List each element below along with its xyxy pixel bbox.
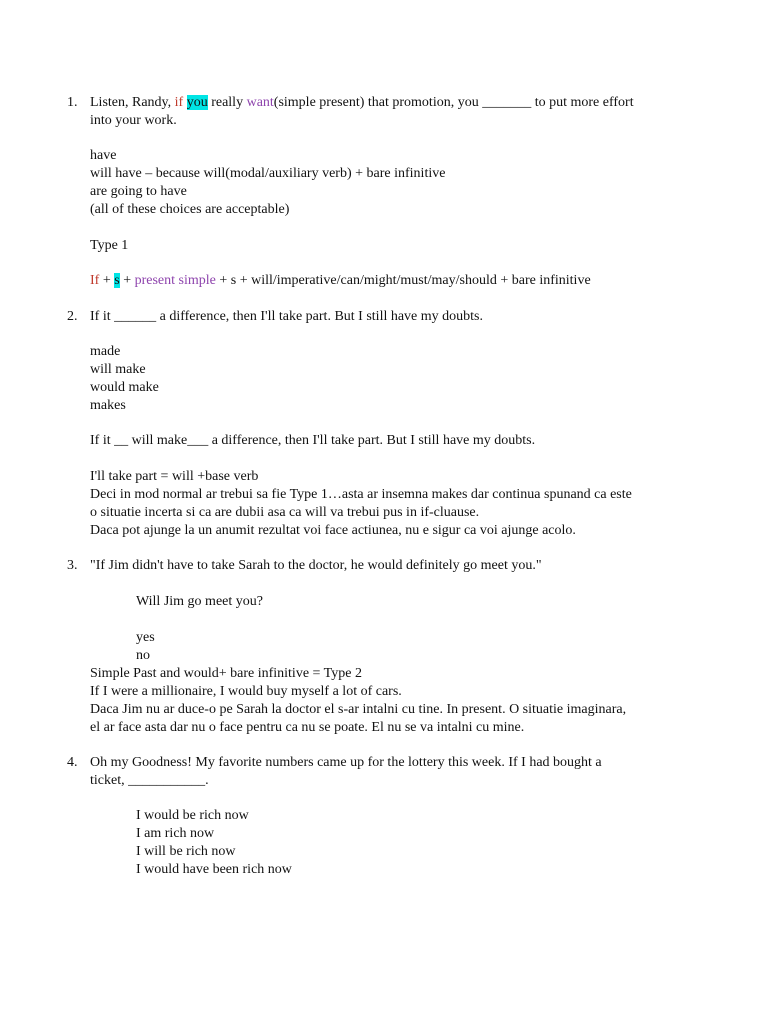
q1-option: (all of these choices are acceptable) [90, 202, 290, 217]
q3-note: If I were a millionaire, I would buy myself a lot of cars. [90, 684, 402, 699]
q1-option: are going to have [90, 184, 187, 199]
q3-option: yes [136, 630, 155, 645]
formula-plus: + [99, 273, 115, 288]
q4-option: I would have been rich now [136, 862, 292, 877]
q3-note: el ar face asta dar nu o face pentru ca nu se poate. El nu se va intalni cu mine. [90, 720, 525, 735]
q4-option: I am rich now [136, 826, 215, 841]
q3-question: Will Jim go meet you? [136, 594, 263, 609]
q3-note: Daca Jim nu ar duce-o pe Sarah la doctor el s-ar intalni cu tine. In present. O situatie imaginara, [90, 702, 627, 717]
q2-answer-line: If it __ will make___ a difference, then I'll take part. But I still have my doubts. [90, 433, 536, 448]
q1-type-label: Type 1 [90, 238, 129, 253]
q2-text: If it ______ a difference, then I'll take part. But I still have my doubts. [90, 309, 483, 324]
q3-option: no [136, 648, 150, 663]
q1-option: have [90, 148, 117, 163]
q2-option: made [90, 344, 121, 359]
formula-s-highlight: s [114, 273, 120, 288]
q3-number: 3. [67, 558, 78, 573]
q4-option: I would be rich now [136, 808, 249, 823]
q2-number: 2. [67, 309, 78, 324]
formula-rest: + s + will/imperative/can/might/must/may/should + bare infinitive [215, 273, 591, 288]
q2-option: makes [90, 398, 126, 413]
q1-if-highlight: if [174, 95, 184, 110]
q1-number: 1. [67, 95, 78, 110]
q4-option: I will be rich now [136, 844, 236, 859]
q1-text-part1: Listen, Randy, [90, 95, 175, 110]
formula-plus: + [119, 273, 135, 288]
q2-option: would make [90, 380, 159, 395]
formula-if: If [90, 273, 100, 288]
q1-you-highlight: you [186, 95, 208, 110]
q3-note: Simple Past and would+ bare infinitive = Type 2 [90, 666, 362, 681]
q1-text-line2: into your work. [90, 113, 177, 128]
q3-text: "If Jim didn't have to take Sarah to the doctor, he would definitely go meet you." [90, 558, 542, 573]
q1-option: will have – because will(modal/auxiliary verb) + bare infinitive [90, 166, 446, 181]
q1-want-highlight: want [246, 95, 274, 110]
q2-option: will make [90, 362, 146, 377]
q2-note: Daca pot ajunge la un anumit rezultat voi face actiunea, nu e sigur ca voi ajunge acolo. [90, 523, 576, 538]
q2-note: I'll take part = will +base verb [90, 469, 259, 484]
q2-note: Deci in mod normal ar trebui sa fie Type 1…asta ar insemna makes dar continua spunand ca este [90, 487, 632, 502]
q4-text-line2: ticket, ___________. [90, 773, 209, 788]
q4-text: Oh my Goodness! My favorite numbers came up for the lottery this week. If I had bought a [90, 755, 602, 770]
q1-formula [90, 272, 591, 290]
q1-text-part2: really [207, 95, 247, 110]
q2-note: o situatie incerta si ca are dubii asa ca will va trebui pus in if-cluause. [90, 505, 480, 520]
q1-text [90, 94, 634, 112]
q1-text-part3: (simple present) that promotion, you _______ to put more effort [273, 95, 634, 110]
q4-number: 4. [67, 755, 78, 770]
formula-present-simple: present simple [134, 273, 216, 288]
